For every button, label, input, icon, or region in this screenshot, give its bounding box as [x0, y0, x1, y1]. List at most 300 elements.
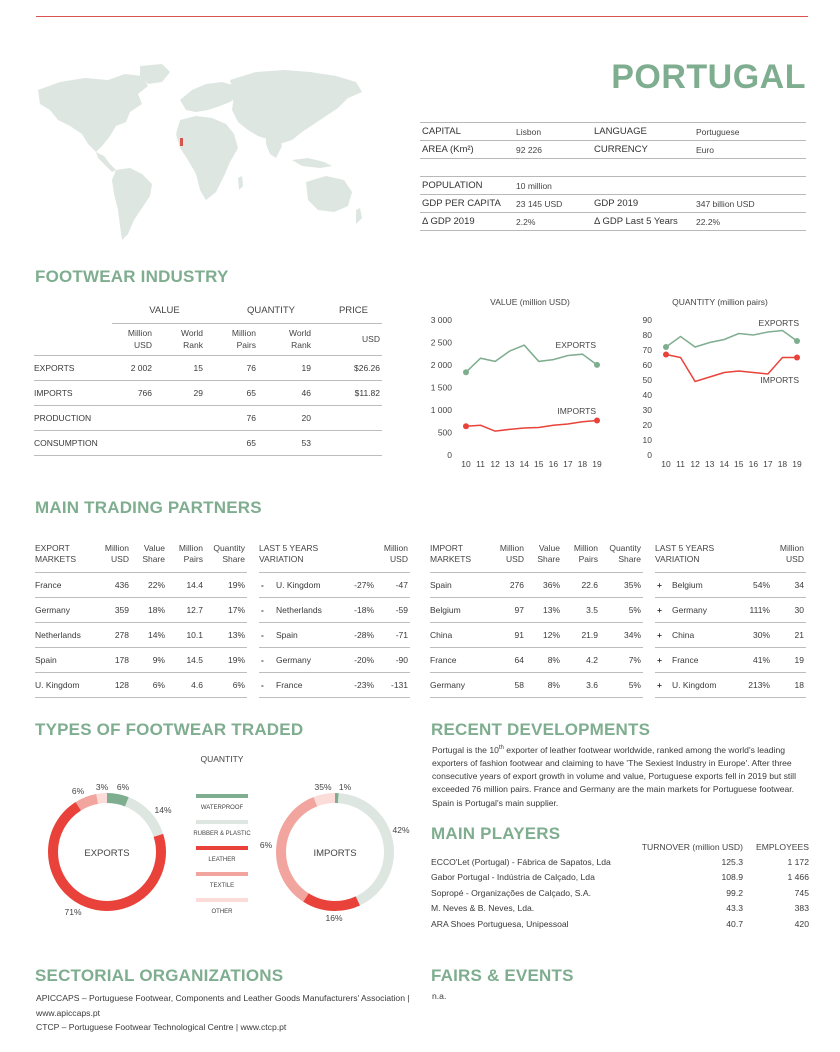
market-name: Spain: [430, 572, 492, 597]
cell: -20%: [338, 647, 376, 672]
y-tick-label: 50: [642, 375, 652, 385]
table-row: [430, 597, 643, 622]
europe-shape: [180, 82, 240, 112]
portugal-highlight-marker: [180, 138, 183, 146]
y-tick-label: 2 500: [430, 337, 452, 348]
table-row: [259, 572, 410, 597]
col-header: LAST 5 YEARS VARIATION: [655, 536, 772, 572]
y-tick-label: 30: [642, 405, 652, 415]
company-name: Sopropé - Organizações de Calçado, S.A.: [431, 887, 592, 898]
col-header-text: Million USD: [127, 328, 152, 350]
y-tick-label: 90: [642, 315, 652, 325]
cell: 6%: [205, 672, 247, 697]
legend-label: RUBBER & PLASTIC: [193, 831, 251, 837]
cell: -131: [376, 672, 410, 697]
cell: 30: [772, 597, 806, 622]
market-name: U. Kingdom: [672, 672, 734, 697]
market-name: Germany: [672, 597, 734, 622]
table-row: [35, 647, 247, 672]
south-america-shape: [112, 168, 152, 240]
col-header: Million Pairs: [167, 536, 205, 572]
cell: -90: [376, 647, 410, 672]
col-header-text: World Rank: [288, 328, 311, 350]
info-value: 23 145 USD: [514, 195, 592, 213]
col-header-text: World Rank: [180, 328, 203, 350]
table-row: [655, 647, 806, 672]
series-start-point: [463, 369, 469, 375]
market-name: U. Kingdom: [35, 672, 99, 697]
col-header: LAST 5 YEARS VARIATION: [259, 536, 376, 572]
cell: 3.5: [562, 597, 600, 622]
cell: [325, 430, 382, 455]
org-ctcp: CTCP – Portuguese Footwear Technological Centre | www.ctcp.pt: [36, 1022, 287, 1032]
y-tick-label: 0: [447, 450, 452, 460]
cell: 65: [217, 380, 270, 405]
donut-percent-label: 6%: [259, 840, 273, 850]
info-label: POPULATION: [420, 177, 514, 195]
col-header: Value Share: [131, 536, 167, 572]
cell: 4.6: [167, 672, 205, 697]
export-markets-table: [35, 536, 247, 698]
recent-developments-title: RECENT DEVELOPMENTS: [431, 720, 651, 739]
legend-label: WATERPROOF: [200, 805, 244, 811]
new-zealand-shape: [356, 208, 362, 224]
footwear-types-donut-charts: [30, 750, 422, 930]
employees: 1 172: [787, 856, 809, 867]
change-symbol: +: [655, 572, 672, 597]
cell: 8%: [526, 672, 562, 697]
import-variation-table: [655, 536, 806, 698]
info-row: [420, 213, 806, 231]
market-name: Netherlands: [276, 597, 338, 622]
north-america-shape: [38, 74, 148, 152]
info-label: GDP PER CAPITA: [420, 195, 514, 213]
cell: 3.6: [562, 672, 600, 697]
info-spacer-row: [420, 159, 806, 177]
cell: 76: [217, 405, 270, 430]
cell: 29: [166, 380, 217, 405]
cell: 7%: [600, 647, 643, 672]
cell: 14%: [131, 622, 167, 647]
industry-col-header-row: [34, 323, 382, 355]
cell: 8%: [526, 647, 562, 672]
legend-label: TEXTILE: [209, 883, 235, 889]
cell: -71: [376, 622, 410, 647]
cell: [112, 405, 166, 430]
info-label: Δ GDP Last 5 Years: [592, 213, 694, 231]
info-row: [420, 141, 806, 159]
table-header-row: [655, 536, 806, 572]
cell: 5%: [600, 672, 643, 697]
col-header: [431, 840, 621, 854]
cell: 12%: [526, 622, 562, 647]
donut-percent-label: 6%: [71, 786, 85, 796]
x-tick-label: 11: [476, 459, 485, 469]
x-tick-label: 10: [661, 459, 671, 469]
fairs-events-title: FAIRS & EVENTS: [431, 966, 574, 985]
table-row: [35, 597, 247, 622]
x-tick-label: 19: [592, 459, 602, 469]
legend-label: OTHER: [211, 909, 233, 915]
table-row: [655, 672, 806, 697]
cell: 58: [492, 672, 526, 697]
cell: 20: [270, 405, 325, 430]
table-header-row: [430, 536, 643, 572]
col-header: TURNOVER (million USD): [641, 842, 743, 852]
cell: 21: [772, 622, 806, 647]
market-name: Belgium: [430, 597, 492, 622]
cell: 91: [492, 622, 526, 647]
series-label: IMPORTS: [760, 375, 799, 385]
table-header-row: [35, 536, 247, 572]
y-tick-label: 20: [642, 420, 652, 430]
cell: 35%: [600, 572, 643, 597]
cell: 13%: [205, 622, 247, 647]
info-row: [420, 177, 806, 195]
recent-developments-text: [432, 742, 810, 810]
cell: -27%: [338, 572, 376, 597]
dev-text-a: Portugal is the 10: [432, 744, 499, 755]
col-header: Million USD: [99, 536, 131, 572]
info-row: [420, 123, 806, 141]
cell: 34%: [600, 622, 643, 647]
company-name: Gabor Portugal - Indústria de Calçado, Lda: [431, 872, 595, 883]
cell: 36%: [526, 572, 562, 597]
info-label: LANGUAGE: [592, 123, 694, 141]
employees: 745: [794, 887, 809, 898]
x-tick-label: 17: [763, 459, 773, 469]
market-name: France: [672, 647, 734, 672]
col-header: Quantity Share: [205, 536, 247, 572]
info-value: 2.2%: [514, 213, 592, 231]
industry-row: [34, 430, 382, 455]
legend-swatch: [196, 872, 248, 876]
change-symbol: -: [259, 622, 276, 647]
cell: 19: [270, 355, 325, 380]
donut-percent-label: 6%: [116, 782, 130, 792]
table-row: [35, 572, 247, 597]
org-apiccaps: APICCAPS – Portuguese Footwear, Components and Leather Goods Manufacturers' Association | www.apiccaps.pt: [36, 993, 410, 1018]
col-header: EMPLOYEES: [755, 842, 809, 852]
cell: 12.7: [167, 597, 205, 622]
types-traded-title: TYPES OF FOOTWEAR TRADED: [35, 720, 304, 739]
y-tick-label: 60: [642, 360, 652, 370]
col-header: Million USD: [772, 536, 806, 572]
change-symbol: +: [655, 597, 672, 622]
x-tick-label: 14: [719, 459, 729, 469]
y-tick-label: 1 000: [430, 405, 452, 415]
donut-percent-label: 1%: [338, 782, 352, 792]
value-line-chart: [420, 310, 620, 470]
table-row: [430, 647, 643, 672]
africa-shape: [176, 116, 238, 200]
quantity-group-header: QUANTITY: [246, 304, 296, 316]
cell: 111%: [734, 597, 772, 622]
series-label: EXPORTS: [555, 340, 596, 350]
turnover: 40.7: [726, 918, 743, 929]
cell: -59: [376, 597, 410, 622]
cell: [166, 430, 217, 455]
table-row: [430, 622, 643, 647]
company-name: M. Neves & B. Neves, Lda.: [431, 903, 535, 914]
fairs-events-text: n.a.: [432, 991, 447, 1001]
x-tick-label: 17: [563, 459, 573, 469]
price-group-header: PRICE: [338, 304, 369, 316]
cell: 18: [772, 672, 806, 697]
col-header-text: USD: [362, 334, 380, 344]
cell: [112, 430, 166, 455]
info-value: Portuguese: [694, 123, 806, 141]
col-header: Million USD: [492, 536, 526, 572]
donut-percent-label: 35%: [314, 782, 332, 792]
cell: 46: [270, 380, 325, 405]
dev-text-sup: th: [498, 745, 504, 751]
series-end-point: [594, 418, 600, 424]
x-tick-label: 12: [690, 459, 700, 469]
asia-shape: [230, 70, 362, 144]
info-value: 347 billion USD: [694, 195, 806, 213]
y-tick-label: 1 500: [430, 382, 452, 393]
info-value: [694, 177, 806, 195]
col-header: [270, 323, 325, 355]
cell: 10.1: [167, 622, 205, 647]
market-name: France: [35, 572, 99, 597]
cell: 5%: [600, 597, 643, 622]
cell: 128: [99, 672, 131, 697]
info-value: Euro: [694, 141, 806, 159]
table-row: [35, 622, 247, 647]
table-row: [259, 622, 410, 647]
footwear-industry-title: FOOTWEAR INDUSTRY: [35, 267, 229, 286]
table-row: [655, 622, 806, 647]
donut-percent-label: 42%: [392, 825, 410, 835]
main-players-table: [431, 840, 809, 932]
series-label: IMPORTS: [557, 406, 596, 416]
market-name: Spain: [35, 647, 99, 672]
info-label: GDP 2019: [592, 195, 694, 213]
x-tick-label: 14: [519, 459, 529, 469]
market-name: U. Kingdom: [276, 572, 338, 597]
quantity-line-chart: [628, 310, 810, 470]
y-tick-label: 0: [647, 450, 652, 460]
x-tick-label: 15: [734, 459, 744, 469]
change-symbol: +: [655, 672, 672, 697]
player-row: [431, 916, 809, 932]
player-row: [431, 901, 809, 917]
dev-text-b: exporter of leather footwear worldwide, ranked among the world's leading exporters of fashion footwear and claiming to have 'The Sexiest Industry in Europe'. After three consecutive years of export growth in volume and value, Portuguese exports fell in 2019 but still exceeded 76 million pairs. France and Germany are the main markets for Portuguese footwear. Spain is Portugal's main supplier.: [432, 744, 797, 808]
info-label: [592, 177, 694, 195]
indonesia-shape: [292, 158, 332, 168]
market-name: Germany: [35, 597, 99, 622]
export-variation-table: [259, 536, 410, 698]
cell: 97: [492, 597, 526, 622]
market-name: France: [430, 647, 492, 672]
change-symbol: -: [259, 672, 276, 697]
table-row: [259, 647, 410, 672]
y-tick-label: 40: [642, 390, 652, 400]
legend-title: QUANTITY: [200, 754, 244, 764]
table-row: [655, 572, 806, 597]
donut-percent-label: 14%: [154, 805, 172, 815]
donut-percent-label: 71%: [64, 907, 82, 917]
info-label: Δ GDP 2019: [420, 213, 514, 231]
series-end-point: [794, 338, 800, 344]
value-group-header: VALUE: [149, 304, 180, 316]
player-row: [431, 854, 809, 870]
legend-swatch: [196, 898, 248, 902]
cell: 15: [166, 355, 217, 380]
series-start-point: [463, 423, 469, 429]
cell: $11.82: [325, 380, 382, 405]
x-tick-label: 10: [461, 459, 471, 469]
y-tick-label: 500: [437, 427, 452, 438]
table-row: [655, 597, 806, 622]
market-name: China: [430, 622, 492, 647]
cell: 276: [492, 572, 526, 597]
row-label: PRODUCTION: [34, 405, 112, 430]
change-symbol: -: [259, 597, 276, 622]
cell: 766: [112, 380, 166, 405]
col-header: [166, 323, 217, 355]
industry-row: [34, 355, 382, 380]
cell: 19%: [205, 647, 247, 672]
y-tick-label: 3 000: [430, 315, 452, 325]
value-chart-title: VALUE (million USD): [490, 297, 570, 307]
x-tick-label: 13: [704, 459, 715, 469]
industry-row: [34, 405, 382, 430]
cell: 278: [99, 622, 131, 647]
turnover: 108.9: [721, 872, 743, 883]
legend-label: LEATHER: [208, 857, 236, 863]
market-name: Netherlands: [35, 622, 99, 647]
top-rule: [36, 16, 808, 17]
cell: 76: [217, 355, 270, 380]
industry-group-header-row: [34, 298, 382, 323]
col-header: Quantity Share: [600, 536, 643, 572]
col-header: Million Pairs: [562, 536, 600, 572]
col-header: EXPORT MARKETS: [35, 536, 99, 572]
country-info-table: [420, 122, 806, 231]
market-name: France: [276, 672, 338, 697]
main-players-title: MAIN PLAYERS: [431, 824, 561, 843]
cell: 436: [99, 572, 131, 597]
series-line-imports: [466, 421, 597, 432]
table-row: [430, 672, 643, 697]
country-title: PORTUGAL: [611, 58, 806, 96]
x-tick-label: 13: [504, 459, 515, 469]
cell: 14.5: [167, 647, 205, 672]
quantity-chart-title: QUANTITY (million pairs): [672, 297, 768, 307]
industry-row: [34, 380, 382, 405]
info-row: [420, 195, 806, 213]
import-markets-table: [430, 536, 643, 698]
col-header-text: Million Pairs: [231, 328, 256, 350]
cell: 359: [99, 597, 131, 622]
change-symbol: -: [259, 572, 276, 597]
info-label: CAPITAL: [420, 123, 514, 141]
table-header-row: [259, 536, 410, 572]
orgs-list: [36, 991, 426, 1035]
x-tick-label: 16: [748, 459, 759, 469]
col-header: [325, 323, 382, 355]
info-value: 22.2%: [694, 213, 806, 231]
cell: 30%: [734, 622, 772, 647]
cell: 13%: [526, 597, 562, 622]
sectorial-orgs-title: SECTORIAL ORGANIZATIONS: [35, 966, 284, 985]
cell: 21.9: [562, 622, 600, 647]
change-symbol: -: [259, 647, 276, 672]
cell: $26.26: [325, 355, 382, 380]
australia-shape: [306, 176, 352, 212]
cell: 64: [492, 647, 526, 672]
cell: 6%: [131, 672, 167, 697]
cell: 34: [772, 572, 806, 597]
x-tick-label: 11: [676, 459, 685, 469]
player-row: [431, 885, 809, 901]
company-name: ECCO'Let (Portugal) - Fábrica de Sapatos, Lda: [431, 856, 611, 867]
change-symbol: +: [655, 622, 672, 647]
info-value: 92 226: [514, 141, 592, 159]
x-tick-label: 16: [548, 459, 559, 469]
legend-swatch: [196, 820, 248, 824]
change-symbol: +: [655, 647, 672, 672]
row-label: IMPORTS: [34, 380, 112, 405]
turnover: 99.2: [726, 887, 743, 898]
x-tick-label: 18: [577, 459, 588, 469]
cell: 54%: [734, 572, 772, 597]
world-map: [30, 60, 370, 250]
y-tick-label: 80: [642, 330, 652, 340]
donut-center-label: IMPORTS: [313, 848, 357, 859]
cell: 41%: [734, 647, 772, 672]
series-end-point: [794, 355, 800, 361]
row-label: CONSUMPTION: [34, 430, 112, 455]
cell: 19%: [205, 572, 247, 597]
col-header: Value Share: [526, 536, 562, 572]
cell: 65: [217, 430, 270, 455]
y-tick-label: 70: [642, 345, 652, 355]
cell: -47: [376, 572, 410, 597]
legend-swatch: [196, 846, 248, 850]
donut-percent-label: 16%: [325, 913, 343, 923]
main-trading-partners-title: MAIN TRADING PARTNERS: [35, 498, 262, 517]
cell: 22%: [131, 572, 167, 597]
central-america-shape: [96, 152, 116, 172]
donut-percent-label: 3%: [95, 782, 109, 792]
cell: 2 002: [112, 355, 166, 380]
series-start-point: [663, 344, 669, 350]
y-tick-label: 10: [642, 435, 652, 445]
x-tick-label: 15: [534, 459, 544, 469]
cell: [166, 405, 217, 430]
cell: -28%: [338, 622, 376, 647]
x-tick-label: 12: [490, 459, 500, 469]
cell: 19: [772, 647, 806, 672]
cell: 213%: [734, 672, 772, 697]
col-header: [217, 323, 270, 355]
employees: 420: [794, 918, 809, 929]
turnover: 125.3: [721, 856, 743, 867]
market-name: Germany: [430, 672, 492, 697]
series-line-exports: [666, 331, 797, 348]
company-name: ARA Shoes Portuguesa, Unipessoal: [431, 918, 569, 929]
col-header: [112, 323, 166, 355]
row-label: EXPORTS: [34, 355, 112, 380]
cell: 14.4: [167, 572, 205, 597]
info-value: Lisbon: [514, 123, 592, 141]
info-label: CURRENCY: [592, 141, 694, 159]
cell: [325, 405, 382, 430]
